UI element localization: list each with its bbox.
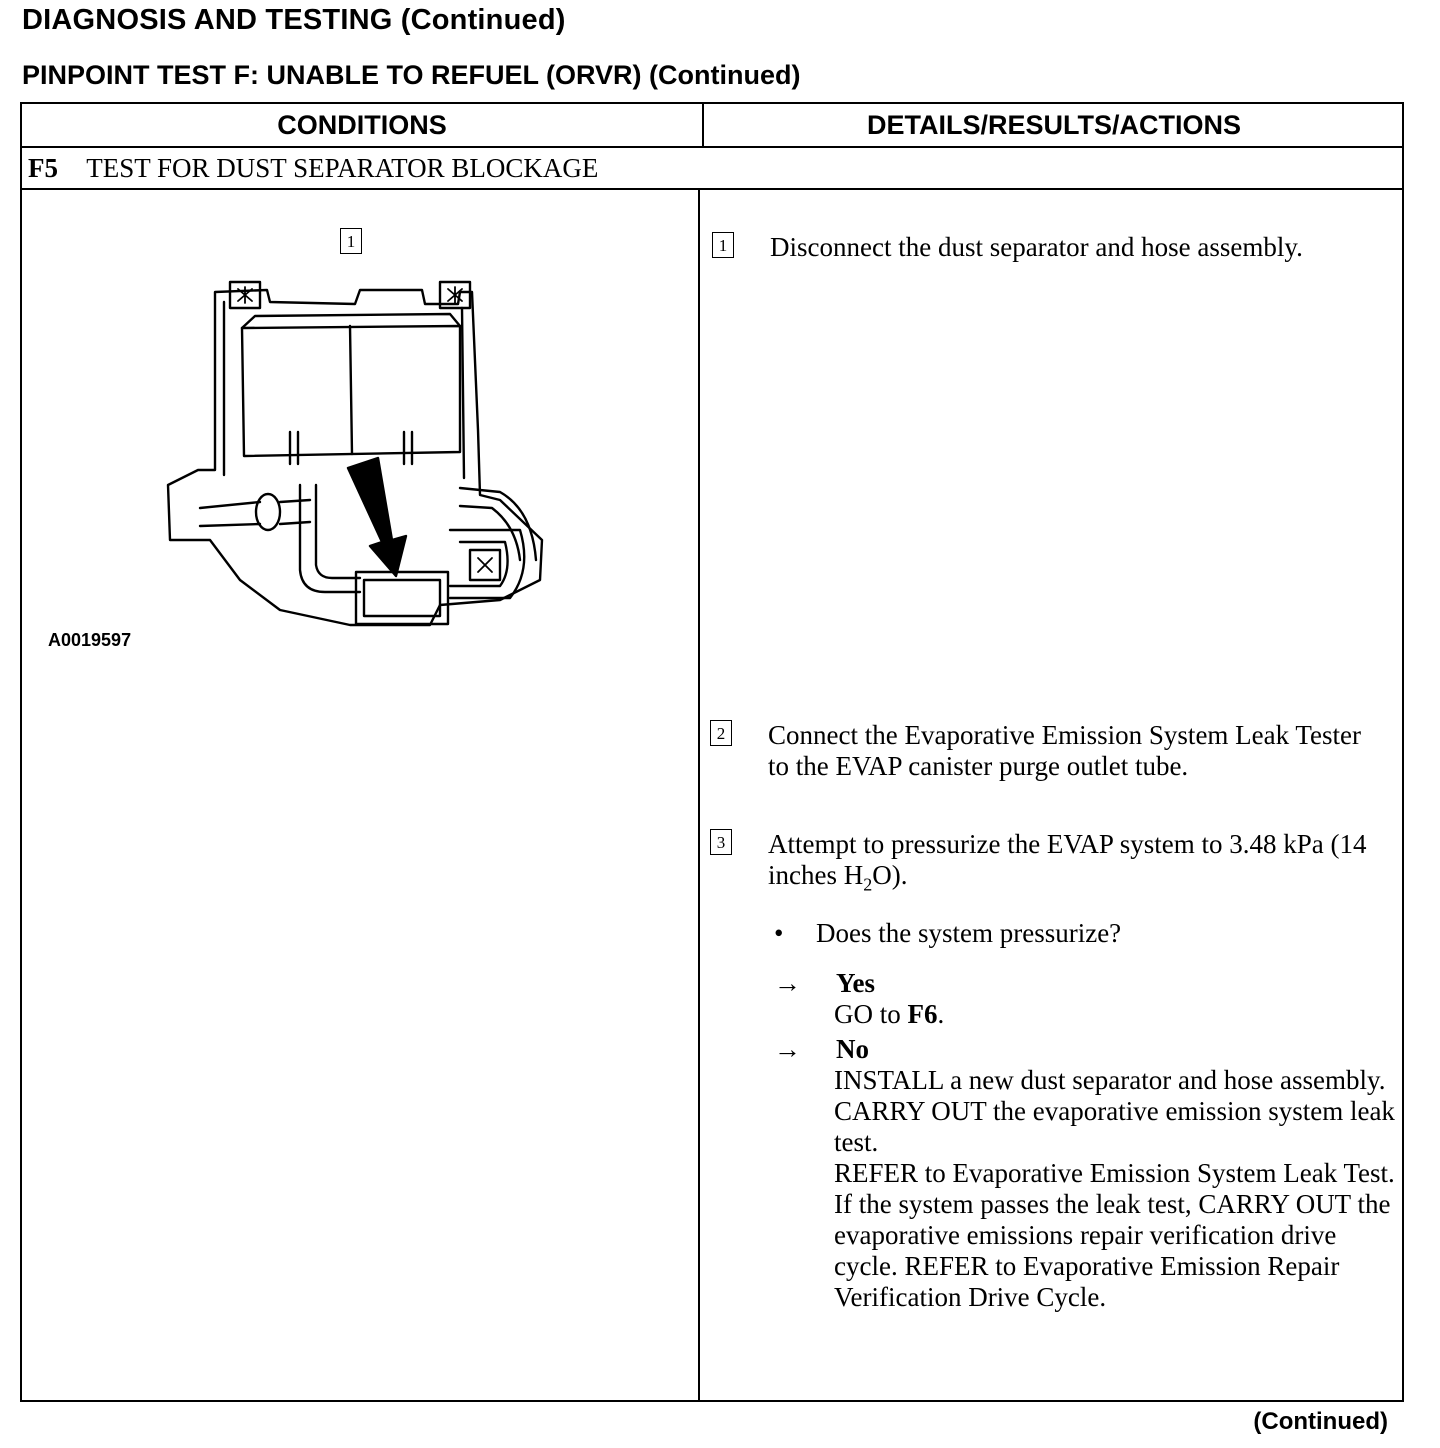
question <box>774 918 1121 949</box>
arrow-right-icon: → <box>774 1034 801 1064</box>
dust-separator <box>356 572 448 624</box>
step-title: TEST FOR DUST SEPARATOR BLOCKAGE <box>86 153 599 183</box>
pinpoint-test-title: PINPOINT TEST F: UNABLE TO REFUEL (ORVR) (Continued) <box>22 60 801 90</box>
figure-callout-1: 1 <box>340 228 362 254</box>
step-number-box: 1 <box>712 232 734 258</box>
answer-line: INSTALL a new dust separator and hose assembly. <box>834 1065 1386 1095</box>
answer-label: No <box>836 1034 869 1064</box>
page-title: DIAGNOSIS AND TESTING (Continued) <box>22 4 566 36</box>
continued-footer: (Continued) <box>1253 1408 1388 1435</box>
dust-separator-illustration <box>160 280 550 630</box>
step-text: Attempt to pressurize the EVAP system to 3.48 kPa (14 inches $H_2O$). <box>768 829 1367 895</box>
column-header-conditions: CONDITIONS <box>277 110 447 140</box>
step-number-box: 2 <box>710 720 732 746</box>
bullet-icon: • <box>774 918 784 948</box>
answer-label: Yes <box>836 968 875 998</box>
answer-line: REFER to Evaporative Emission System Leak Test. If the system passes the leak test, CARRY OUT the evaporative emissions repair verification drive cycle. REFER to Evaporative Emission Repair Verification Drive Cycle. <box>834 1158 1395 1312</box>
step-text: Disconnect the dust separator and hose assembly. <box>770 232 1303 262</box>
arrow-right-icon: → <box>774 968 801 998</box>
canister-body <box>242 314 460 464</box>
answer-text: GO to F6. <box>834 999 945 1029</box>
step-heading <box>28 148 598 188</box>
question-text: Does the system pressurize? <box>816 918 1122 948</box>
step-text: Connect the Evaporative Emission System Leak Tester to the EVAP canister purge outlet tube. <box>768 720 1361 781</box>
step-number-box: 3 <box>710 829 732 855</box>
step-reference: F6 <box>907 999 938 1029</box>
answer-text <box>834 1065 1404 1313</box>
answer-line: CARRY OUT the evaporative emission system leak test. <box>834 1096 1395 1157</box>
header-column-divider <box>702 104 704 146</box>
figure-id: A0019597 <box>48 630 132 650</box>
pointer-arrow-icon <box>348 458 406 576</box>
column-header-details: DETAILS/RESULTS/ACTIONS <box>866 110 1241 140</box>
step-code: F5 <box>28 153 58 183</box>
step-divider <box>22 188 1402 190</box>
body-column-divider <box>698 190 700 1402</box>
